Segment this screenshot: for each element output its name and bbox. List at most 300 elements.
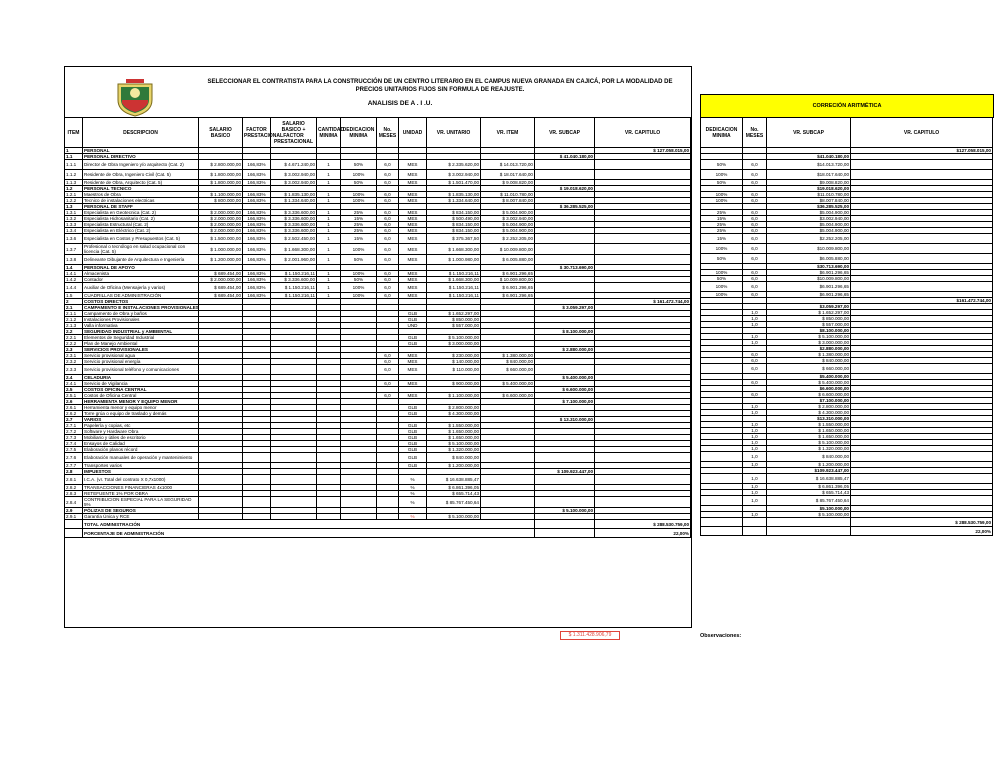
- cell-rsub: $7.100.000,00: [767, 398, 851, 404]
- cell-desc: Delineante Dibujante de Arquitectura e Ingeniería: [83, 255, 199, 265]
- cell-item: 2.2: [65, 329, 83, 335]
- cell-empty: [743, 527, 767, 536]
- cell-und: MES: [399, 255, 427, 265]
- cell-sal: $ 2.000.000,00: [199, 210, 243, 216]
- table-row: [701, 496, 993, 506]
- cell-sub: $ 5.100.000,00: [535, 508, 595, 514]
- cell-und: GLB: [399, 411, 427, 417]
- cell-rsub: $18.017.640,00: [767, 170, 851, 180]
- cell-rsub: $6.901.296,65: [767, 282, 851, 292]
- cell-sub: $ 13.310.000,00: [535, 417, 595, 423]
- cell-item: 1.3.4: [65, 228, 83, 234]
- cell-desc: PERSONAL DE APOYO: [83, 265, 199, 271]
- cell-rded: 50%: [701, 276, 743, 282]
- cell-desc: CONTRIBUCION ESPECIAL PARA LA SEGURIDAD 5%: [83, 497, 199, 508]
- cell-ded: 100%: [341, 283, 377, 293]
- cell-cant: 1: [317, 222, 341, 228]
- cell-rded: 100%: [701, 198, 743, 204]
- cell-rmes: 1,0: [743, 452, 767, 462]
- cell-item: 1.3.3: [65, 222, 83, 228]
- cell-und: MES: [399, 192, 427, 198]
- cell-vi: $ 3.002.940,00: [481, 216, 535, 222]
- cell-empty: [701, 527, 743, 536]
- cell-desc: Costos de Oficina Central: [83, 393, 199, 399]
- cell-rsub: $14.013.720,00: [767, 160, 851, 170]
- cell-sub: $ 41.040.180,00: [535, 154, 595, 160]
- cell-rcap: [851, 244, 993, 254]
- cell-item: 1.3.7: [65, 244, 83, 255]
- cell-rmes: 1,0: [743, 434, 767, 440]
- cell-und: %: [399, 491, 427, 497]
- cell-rsub: $ 655.714,43: [767, 490, 851, 496]
- cell-rmes: 1,0: [743, 446, 767, 452]
- cell-ded: 15%: [341, 216, 377, 222]
- cell-desc: SERVICIOS PROVISIONALES: [83, 347, 199, 353]
- cell-item: 1.3.8: [65, 255, 83, 265]
- cell-und: MES: [399, 365, 427, 375]
- aiu-table: [64, 117, 691, 538]
- cell-rded: 25%: [701, 228, 743, 234]
- cell-sal: $ 1.200.000,00: [199, 255, 243, 265]
- table-row: [701, 474, 993, 484]
- correction-title: CORRECIÓN ARITMÉTICA: [700, 94, 994, 118]
- cell-rsub: $ 660.000,00: [767, 364, 851, 374]
- cell-desc: COSTOS DIRECTOS: [83, 299, 199, 305]
- cell-fac: 166,83%: [243, 283, 271, 293]
- cell-rmes: 1,0: [743, 484, 767, 490]
- cell-mes: 6,0: [377, 353, 399, 359]
- cell-sbf: $ 4.671.240,00: [271, 160, 317, 170]
- cell-rded: 15%: [701, 216, 743, 222]
- total-row: [701, 518, 993, 527]
- cell-rsub: $ 5.400.000,00: [767, 380, 851, 386]
- cell-item: 1.5: [65, 293, 83, 299]
- cell-ded: 15%: [341, 234, 377, 244]
- cell-cap: [595, 497, 691, 508]
- cell-mes: 6,0: [377, 381, 399, 387]
- cell-item: 2.8.2: [65, 485, 83, 491]
- cell-rmes: 1,0: [743, 422, 767, 428]
- cell-sub: $ 30.713.690,00: [535, 265, 595, 271]
- cell-fac: 166,83%: [243, 160, 271, 170]
- cell-fac: 166,83%: [243, 244, 271, 255]
- cell-desc: Especialista en Costos y Presupuestos (Cat. 5): [83, 234, 199, 244]
- cell-desc: Torre grúa o equipo de traslado y demás: [83, 411, 199, 417]
- cell-ded: 25%: [341, 210, 377, 216]
- cell-rmes: 1,0: [743, 428, 767, 434]
- cell-sbf: [271, 475, 317, 485]
- cell-item: 1.1.2: [65, 170, 83, 180]
- cell-rded: 50%: [701, 160, 743, 170]
- cell-desc: Maestros de Obra: [83, 192, 199, 198]
- cell-rsub: $36.285.525,00: [767, 204, 851, 210]
- table-row: [701, 364, 993, 374]
- col-header: FACTOR PRESTACIONAL: [243, 118, 271, 148]
- cell-desc: Almacenista: [83, 271, 199, 277]
- cell-sal: $ 1.800.000,00: [199, 170, 243, 180]
- cell-sbf: $ 3.336.600,00: [271, 277, 317, 283]
- cell-rmes: 6,0: [743, 276, 767, 282]
- cell-desc: Residente de Obra, Arquitecto (Cat. 5): [83, 180, 199, 186]
- cell-rcap: [851, 364, 993, 374]
- cell-fac: [243, 497, 271, 508]
- cell-rsub: $ 6.600.000,00: [767, 392, 851, 398]
- cell-rcap: $127.058.015,00: [851, 148, 993, 154]
- cell-cant: 1: [317, 283, 341, 293]
- cell-desc: Servicio de Vigilancia: [83, 381, 199, 387]
- cell-item: 1.3: [65, 204, 83, 210]
- cell-rmes: 6,0: [743, 170, 767, 180]
- cell-desc: IMPUESTOS: [83, 469, 199, 475]
- cell-item: 1.2: [65, 186, 83, 192]
- cell-desc: Elaboración planos récord: [83, 447, 199, 453]
- cell-vu: $ 1.100.000,00: [427, 393, 481, 399]
- cell-cap: [595, 160, 691, 170]
- cell-und: GLB: [399, 441, 427, 447]
- cell-rmes: 1,0: [743, 474, 767, 484]
- cell-rmes: 6,0: [743, 228, 767, 234]
- cell-cap: [595, 234, 691, 244]
- cell-desc: Valla informativa: [83, 323, 199, 329]
- col-header: CANTIDAD MINIMA: [317, 118, 341, 148]
- cell-und: MES: [399, 277, 427, 283]
- cell-rcap: [851, 170, 993, 180]
- table-row: [701, 452, 993, 462]
- cell-desc: PERSONAL: [83, 148, 199, 154]
- cell-sal: $ 1.000.000,00: [199, 244, 243, 255]
- cell-und: MES: [399, 198, 427, 204]
- table-row: [65, 497, 691, 508]
- cell-cant: 1: [317, 192, 341, 198]
- cell-desc: TRANSACCIONES FINANCIERAS 4x1000: [83, 485, 199, 491]
- cell-vu: $ 1.668.300,00: [427, 244, 481, 255]
- cell-vi: [481, 497, 535, 508]
- cell-rsub: $ 557.000,00: [767, 322, 851, 328]
- cell-fac: 166,83%: [243, 222, 271, 228]
- cell-fac: [243, 475, 271, 485]
- cell-rsub: $ 85.767.450,64: [767, 496, 851, 506]
- cell-sub: $ 6.600.000,00: [535, 387, 595, 393]
- cell-vi: $ 6.005.880,00: [481, 255, 535, 265]
- cell-rded: 100%: [701, 292, 743, 298]
- col-header: No. MESES: [743, 118, 767, 148]
- cell-vu: $ 1.650.000,00: [427, 435, 481, 441]
- cell-item: 1.3.1: [65, 210, 83, 216]
- institution-logo: [112, 76, 158, 118]
- cell-ded: 25%: [341, 222, 377, 228]
- cell-cant: 1: [317, 234, 341, 244]
- cell-sal: $ 2.800.000,00: [199, 160, 243, 170]
- cell-sbf: $ 1.334.640,00: [271, 198, 317, 204]
- cell-und: GLB: [399, 317, 427, 323]
- cell-und: MES: [399, 381, 427, 387]
- table-row: [701, 244, 993, 254]
- cell-rded: 100%: [701, 282, 743, 292]
- cell-item: 2.6.1: [65, 405, 83, 411]
- total-label: TOTAL ADMINISTRACIÓN: [83, 520, 535, 529]
- table-row: [65, 160, 691, 170]
- cell-desc: VARIOS: [83, 417, 199, 423]
- cell-rsub: $ 1.380.000,00: [767, 352, 851, 358]
- cell-fac: 166,83%: [243, 228, 271, 234]
- cell-vi: $ 14.013.720,00: [481, 160, 535, 170]
- cell-sbf: $ 3.336.600,00: [271, 216, 317, 222]
- cell-cap: [595, 283, 691, 293]
- cell-item: 2.8: [65, 469, 83, 475]
- cell-rsub: $ 6.861.396,05: [767, 484, 851, 490]
- cell-sub: [535, 520, 595, 529]
- cell-cant: 1: [317, 255, 341, 265]
- cell-und: %: [399, 497, 427, 508]
- cell-cant: 1: [317, 277, 341, 283]
- correction-table: [700, 117, 993, 536]
- cell-vi: $ 8.007.840,00: [481, 198, 535, 204]
- cell-cap: [595, 453, 691, 463]
- cell-und: MES: [399, 293, 427, 299]
- cell-item: 1.1.3: [65, 180, 83, 186]
- cell-cap: $ 161.472.744,00: [595, 299, 691, 305]
- cell-vu: $ 85.767.450,64: [427, 497, 481, 508]
- cell-mes: 6,0: [377, 393, 399, 399]
- grand-total: $ 1.311.428.906,79: [560, 631, 620, 640]
- cell-sbf: [271, 497, 317, 508]
- cell-rsub: $9.008.820,00: [767, 180, 851, 186]
- cell-ded: 100%: [341, 198, 377, 204]
- table-row: [65, 475, 691, 485]
- cell-rcap: [851, 496, 993, 506]
- cell-vu: $ 1.501.470,00: [427, 180, 481, 186]
- cell-und: GLB: [399, 405, 427, 411]
- cell-vu: $ 834.150,00: [427, 222, 481, 228]
- table-row: [701, 170, 993, 180]
- cell-desc: Residente de Obra, Ingeniero Civil (Cat. 5): [83, 170, 199, 180]
- cell-mes: 6,0: [377, 216, 399, 222]
- col-header: UNIDAD: [399, 118, 427, 148]
- cell-vu: $ 2.800.000,00: [427, 405, 481, 411]
- table-row: [701, 282, 993, 292]
- cell-item: 2.3.3: [65, 365, 83, 375]
- cell-rsub: $ 850.000,00: [767, 316, 851, 322]
- total-label: PORCENTAJE DE ADMINISTRACIÓN: [83, 529, 535, 538]
- cell-fac: 166,83%: [243, 170, 271, 180]
- cell-vi: $ 18.017.640,00: [481, 170, 535, 180]
- cell-und: MES: [399, 244, 427, 255]
- cell-empty: [743, 518, 767, 527]
- cell-und: GLB: [399, 435, 427, 441]
- cell-item: 1.1: [65, 154, 83, 160]
- cell-rmes: 1,0: [743, 404, 767, 410]
- cell-vu: $ 1.150.216,11: [427, 293, 481, 299]
- cell-sbf: $ 3.336.600,00: [271, 228, 317, 234]
- cell-rmes: 6,0: [743, 160, 767, 170]
- cell-rsub: $8.007.840,00: [767, 198, 851, 204]
- cell-rmes: 1,0: [743, 316, 767, 322]
- cell-vi: [481, 453, 535, 463]
- cell-desc: PÓLIZAS DE SEGUROS: [83, 508, 199, 514]
- cell-ded: 50%: [341, 255, 377, 265]
- cell-rmes: 1,0: [743, 340, 767, 346]
- col-header: ITEM: [65, 118, 83, 148]
- cell-desc: Transportes varios: [83, 463, 199, 469]
- document-title: SELECCIONAR EL CONTRATISTA PARA LA CONSTRUCCIÓN DE UN CENTRO LITERARIO EN EL CAMPUS NUEVA GRANADA EN CAJICÁ, POR LA MODALIDAD DE PRECIOS UNITARIOS FIJOS SIN FORMULA DE REAJUSTE.: [207, 79, 673, 93]
- cell-desc: Elementos de Seguridad Industrial: [83, 335, 199, 341]
- cell-item: 1: [65, 148, 83, 154]
- cell-cant: [317, 453, 341, 463]
- cell-rsub: $2.880.000,00: [767, 346, 851, 352]
- cell-rded: 100%: [701, 270, 743, 276]
- cell-sub: $ 8.100.000,00: [535, 329, 595, 335]
- col-header: VR. CAPITULO: [595, 118, 691, 148]
- cell-rcap: [851, 452, 993, 462]
- cell-sbf: $ 3.002.940,00: [271, 170, 317, 180]
- cell-rsub: $6.901.296,65: [767, 292, 851, 298]
- cell-rsub: $ 1.200.000,00: [767, 462, 851, 468]
- cell-mes: 6,0: [377, 170, 399, 180]
- cell-fac: 166,83%: [243, 234, 271, 244]
- cell-item: 2.8.4: [65, 497, 83, 508]
- cell-ded: 100%: [341, 192, 377, 198]
- cell-sal: [199, 475, 243, 485]
- cell-ded: 50%: [341, 180, 377, 186]
- cell-mes: 6,0: [377, 180, 399, 186]
- cell-sub: [535, 234, 595, 244]
- cell-mes: 6,0: [377, 283, 399, 293]
- cell-item: 1.4.4: [65, 283, 83, 293]
- cell-sbf: $ 1.668.300,00: [271, 244, 317, 255]
- table-row: [65, 283, 691, 293]
- cell-sal: [199, 453, 243, 463]
- cell-vi: $ 10.009.800,00: [481, 244, 535, 255]
- cell-cap: [595, 244, 691, 255]
- col-header: SALARIO BASICO: [199, 118, 243, 148]
- cell-rmes: 1,0: [743, 334, 767, 340]
- cell-sal: $ 1.500.000,00: [199, 234, 243, 244]
- cell-rsub: $ 16.638.885,47: [767, 474, 851, 484]
- cell-vi: $ 6.901.296,65: [481, 271, 535, 277]
- cell-ded: 100%: [341, 244, 377, 255]
- cell-mes: 6,0: [377, 228, 399, 234]
- cell-empty: [701, 518, 743, 527]
- cell-vu: $ 375.367,50: [427, 234, 481, 244]
- cell-vi: [481, 475, 535, 485]
- cell-vi: $ 10.009.800,00: [481, 277, 535, 283]
- col-header: No. MESES: [377, 118, 399, 148]
- cell-rmes: 6,0: [743, 180, 767, 186]
- cell-vu: $ 840.000,00: [427, 453, 481, 463]
- cell-vu: $ 3.000.000,00: [427, 341, 481, 347]
- cell-vi: $ 5.004.900,00: [481, 222, 535, 228]
- cell-rmes: 6,0: [743, 198, 767, 204]
- cell-rsub: $41.040.180,00: [767, 154, 851, 160]
- cell-rmes: 6,0: [743, 210, 767, 216]
- cell-vi: $ 6.600.000,00: [481, 393, 535, 399]
- cell-rsub: $ 840.000,00: [767, 452, 851, 462]
- cell-rded: 50%: [701, 180, 743, 186]
- cell-sub: [535, 453, 595, 463]
- cell-mes: 6,0: [377, 160, 399, 170]
- table-row: [65, 365, 691, 375]
- cell-sal: $ 2.000.000,00: [199, 228, 243, 234]
- cell-cant: 1: [317, 293, 341, 299]
- cell-item: 1.4.2: [65, 277, 83, 283]
- cell-desc: Servicio provisional energía: [83, 359, 199, 365]
- cell-item: 2.1.3: [65, 323, 83, 329]
- cell-vi: $ 660.000,00: [481, 365, 535, 375]
- cell-vu: $ 1.334.640,00: [427, 198, 481, 204]
- table-row: [65, 244, 691, 255]
- cell-rsub: $ 1.652.297,00: [767, 310, 851, 316]
- cell-mes: 6,0: [377, 198, 399, 204]
- cell-item: 2.2.1: [65, 335, 83, 341]
- cell-sub: $ 7.100.000,00: [535, 399, 595, 405]
- cell-vu: $ 2.335.620,00: [427, 160, 481, 170]
- cell-vu: $ 5.100.000,00: [427, 335, 481, 341]
- cell-item: 1.2.2: [65, 198, 83, 204]
- cell-desc: Auxiliar de Oficina (Mensajería y varios): [83, 283, 199, 293]
- cell-desc: Herramienta menor y equipo menor: [83, 405, 199, 411]
- cell-rmes: 6,0: [743, 282, 767, 292]
- cell-ded: 25%: [341, 228, 377, 234]
- cell-item: 2.7.2: [65, 429, 83, 435]
- table-row: [65, 453, 691, 463]
- cell-vu: $ 5.100.000,00: [427, 514, 481, 520]
- cell-vu: $ 834.150,00: [427, 210, 481, 216]
- cell-desc: Especialista Estructural (Cat. 2): [83, 222, 199, 228]
- cell-cant: [317, 365, 341, 375]
- cell-item: 2.7.3: [65, 435, 83, 441]
- cell-und: GLB: [399, 423, 427, 429]
- cell-vu: $ 1.000.980,00: [427, 255, 481, 265]
- cell-vu: $ 1.550.000,00: [427, 423, 481, 429]
- cell-rded: 50%: [701, 254, 743, 264]
- cell-sbf: $ 2.502.450,00: [271, 234, 317, 244]
- cell-item: 2: [65, 299, 83, 305]
- cell-rsub: $2.252.205,00: [767, 234, 851, 244]
- cell-rsub: $6.600.000,00: [767, 386, 851, 392]
- cell-rsub: $3.059.297,00: [767, 304, 851, 310]
- cell-cant: 1: [317, 228, 341, 234]
- cell-item: [65, 529, 83, 538]
- cell-und: MES: [399, 283, 427, 293]
- cell-mes: 6,0: [377, 359, 399, 365]
- cell-vu: $ 1.668.300,00: [427, 277, 481, 283]
- cell-cant: 1: [317, 271, 341, 277]
- cell-ded: [341, 365, 377, 375]
- col-header: DEDICACION MINIMA: [701, 118, 743, 148]
- cell-rsub: $ 840.000,00: [767, 358, 851, 364]
- cell-cant: [317, 475, 341, 485]
- cell-item: 2.4.1: [65, 381, 83, 387]
- cell-und: MES: [399, 359, 427, 365]
- cell-item: 2.8.1: [65, 475, 83, 485]
- cell-rmes: 1,0: [743, 490, 767, 496]
- total-row: [65, 520, 691, 529]
- cell-sal: [199, 365, 243, 375]
- cell-vu: $ 850.000,00: [427, 317, 481, 323]
- cell-item: 2.6: [65, 399, 83, 405]
- cell-sub: $ 5.400.000,00: [535, 375, 595, 381]
- cell-desc: Director de Obra Ingeniero y/o arquitecto (Cat. 2): [83, 160, 199, 170]
- cell-ded: [341, 497, 377, 508]
- cell-cant: 1: [317, 170, 341, 180]
- cell-rcap: [851, 282, 993, 292]
- cell-ded: 100%: [341, 170, 377, 180]
- cell-item: 2.8.3: [65, 491, 83, 497]
- cell-rmes: 6,0: [743, 364, 767, 374]
- cell-desc: SEGURIDAD INDUSTRIAL y AMBIENTAL: [83, 329, 199, 335]
- cell-vu: $ 230.000,00: [427, 353, 481, 359]
- cell-rsub: $10.009.800,00: [767, 276, 851, 282]
